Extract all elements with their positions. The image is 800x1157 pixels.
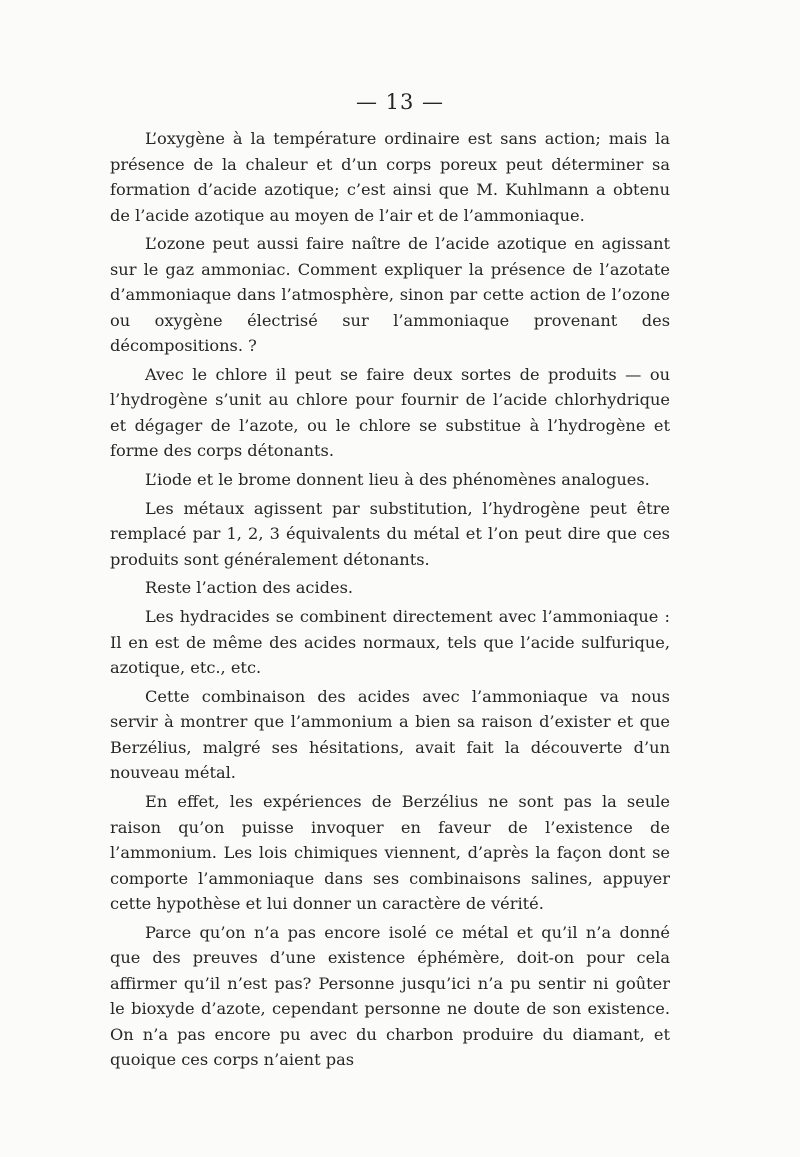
paragraph: En effet, les expériences de Berzélius ne sont pas la seule raison qu’on puisse invoquer en faveur de l’existence de l’ammonium. Les lois chimiques viennent, d’après la façon dont se comporte l’ammoniaque dans ses combinaisons salines, appuyer cette hypothèse et lui donner un caractère de vérité. [110, 792, 670, 913]
paragraph: Reste l’action des acides. [145, 578, 354, 598]
paragraph: Avec le chlore il peut se faire deux sortes de produits — ou l’hydrogène s’unit au chlore pour fournir de l’acide chlorhydrique et dégager de l’azote, ou le chlore se substitue à l’hydrogène et forme des corps détonants. [110, 364, 670, 461]
paragraph: Cette combinaison des acides avec l’ammoniaque va nous servir à montrer que l’ammonium a bien sa raison d’exister et que Berzélius, malgré ses hésitations, avait fait la découverte d’un nouveau métal. [110, 686, 670, 783]
page-number: — 13 — [355, 90, 445, 114]
paragraph: Les hydracides se combinent directement avec l’ammoniaque : Il en est de même des acides normaux, tels que l’acide sulfurique, azotique, etc., etc. [110, 607, 670, 678]
paragraph: L’oxygène à la température ordinaire est sans action; mais la présence de la chaleur et d’un corps poreux peut déterminer sa formation d’acide azotique; c’est ainsi que M. Kuhlmann a obtenu de l’acide azotique au moyen de l’air et de l’ammoniaque. [110, 129, 670, 225]
body-text [110, 126, 670, 1073]
paragraph: L’iode et le brome donnent lieu à des phénomènes analogues. [145, 470, 650, 490]
paragraph: Parce qu’on n’a pas encore isolé ce métal et qu’il n’a donné que des preuves d’une existence éphémère, doit-on pour cela affirmer qu’il n’est pas? Personne jusqu’ici n’a pu sentir ni goûter le bioxyde d’azote, cependant personne ne doute de son existence. On n’a pas encore pu avec du charbon produire du diamant, et quoique ces corps n’aient pas [110, 922, 670, 1070]
paragraph: L’ozone peut aussi faire naître de l’acide azotique en agissant sur le gaz ammoniac. Comment expliquer la présence de l’azotate d’ammoniaque dans l’atmosphère, sinon par cette action de l’ozone ou oxygène électrisé sur l’ammoniaque provenant des décompositions. ? [110, 234, 670, 356]
paragraph: Les métaux agissent par substitution, l’hydrogène peut être remplacé par 1, 2, 3 équivalents du métal et l’on peut dire que ces produits sont généralement détonants. [110, 498, 670, 569]
